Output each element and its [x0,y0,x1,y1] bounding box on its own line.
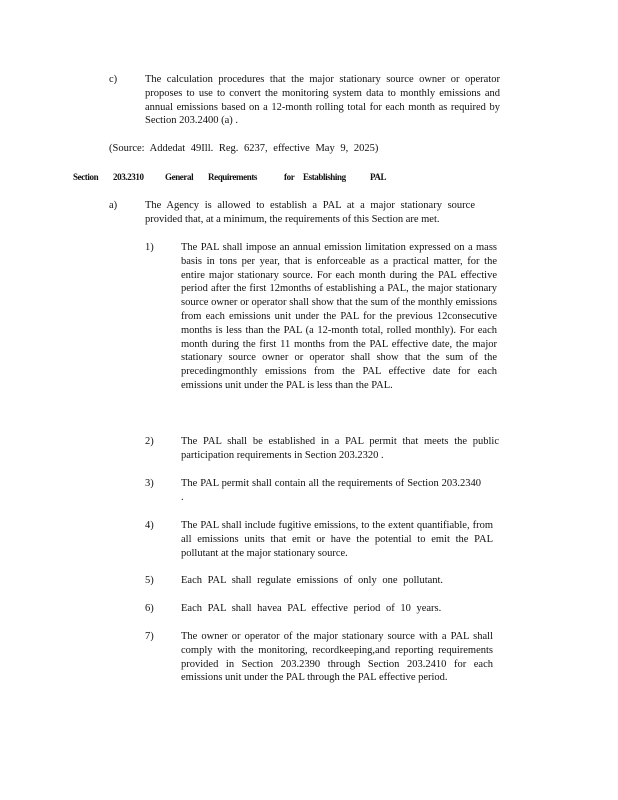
sub-item-7-text: The owner or operator of the major stationary source with a PAL shall comply with the monitoring, recordkeeping,and reporting requirements provided in Section 203.2390 through Section 203.2410 for each emissions unit under the PAL through the PAL effective period. [181,631,493,684]
sub-item-1-text: The PAL shall impose an annual emission limitation expressed on a mass basis in tons per year, that is enforceable as a practical matter, for the entire major stationary source. For each month during the PAL effective period after the first 12months of establishing a PAL, the major stationary source owner or operator shall show that the sum of the monthly emissions from each emissions unit under the PAL for the previous 12consecutive months is less than the PAL (a 12-month total, rolled monthly). For each month during the first 11 months from the PAL effective date, the major stationary source owner or operator shall show that the sum of the precedingmonthly emissions from the PAL effective date for each emissions unit under the PAL is less than the PAL. [181,242,497,391]
item-c-text: The calculation procedures that the major stationary source owner or operator proposes to use to convert the monitoring system data to monthly emissions and annual emissions based on a 12-month rolling total for each month as required by Section 203.2400 (a) . [145,74,500,127]
sub-item-3-label: 3) [145,478,154,489]
sub-item-6-text: Each PAL shall havea PAL effective period of 10 years. [181,603,442,614]
heading-word-for: for [284,172,295,182]
sub-item-6-label: 6) [145,603,154,614]
sub-item-2-text: The PAL shall be established in a PAL permit that meets the public participation requirements in Section 203.2320 . [181,436,499,461]
heading-word-requirements: Requirements [208,172,258,182]
item-a-text: The Agency is allowed to establish a PAL at a major stationary source provided that, at a minimum, the requirements of this Section are met. [145,200,475,225]
section-heading [0,171,618,185]
sub-item-4-text: The PAL shall include fugitive emissions, to the extent quantifiable, from all emissions units that emit or have the potential to emit the PAL pollutant at the major stationary source. [181,520,493,559]
section-word: Section [73,172,99,182]
item-c-label: c) [109,74,118,85]
sub-item-2-label: 2) [145,436,154,447]
sub-item-4-label: 4) [145,520,154,531]
source-note: (Source: Addedat 49Ill. Reg. 6237, effective May 9, 2025) [109,143,379,154]
heading-word-pal: PAL [370,172,387,182]
sub-item-7-label: 7) [145,631,154,642]
sub-item-5-text: Each PAL shall regulate emissions of only one pollutant. [181,575,444,586]
sub-item-3-text: The PAL permit shall contain all the requirements of Section 203.2340 . [181,478,481,503]
heading-word-establishing: Establishing [303,172,346,182]
section-number: 203.2310 [113,172,144,182]
heading-word-general: General [165,172,194,182]
sub-item-1-label: 1) [145,242,154,253]
item-a-label: a) [109,200,118,211]
sub-item-5-label: 5) [145,575,154,586]
